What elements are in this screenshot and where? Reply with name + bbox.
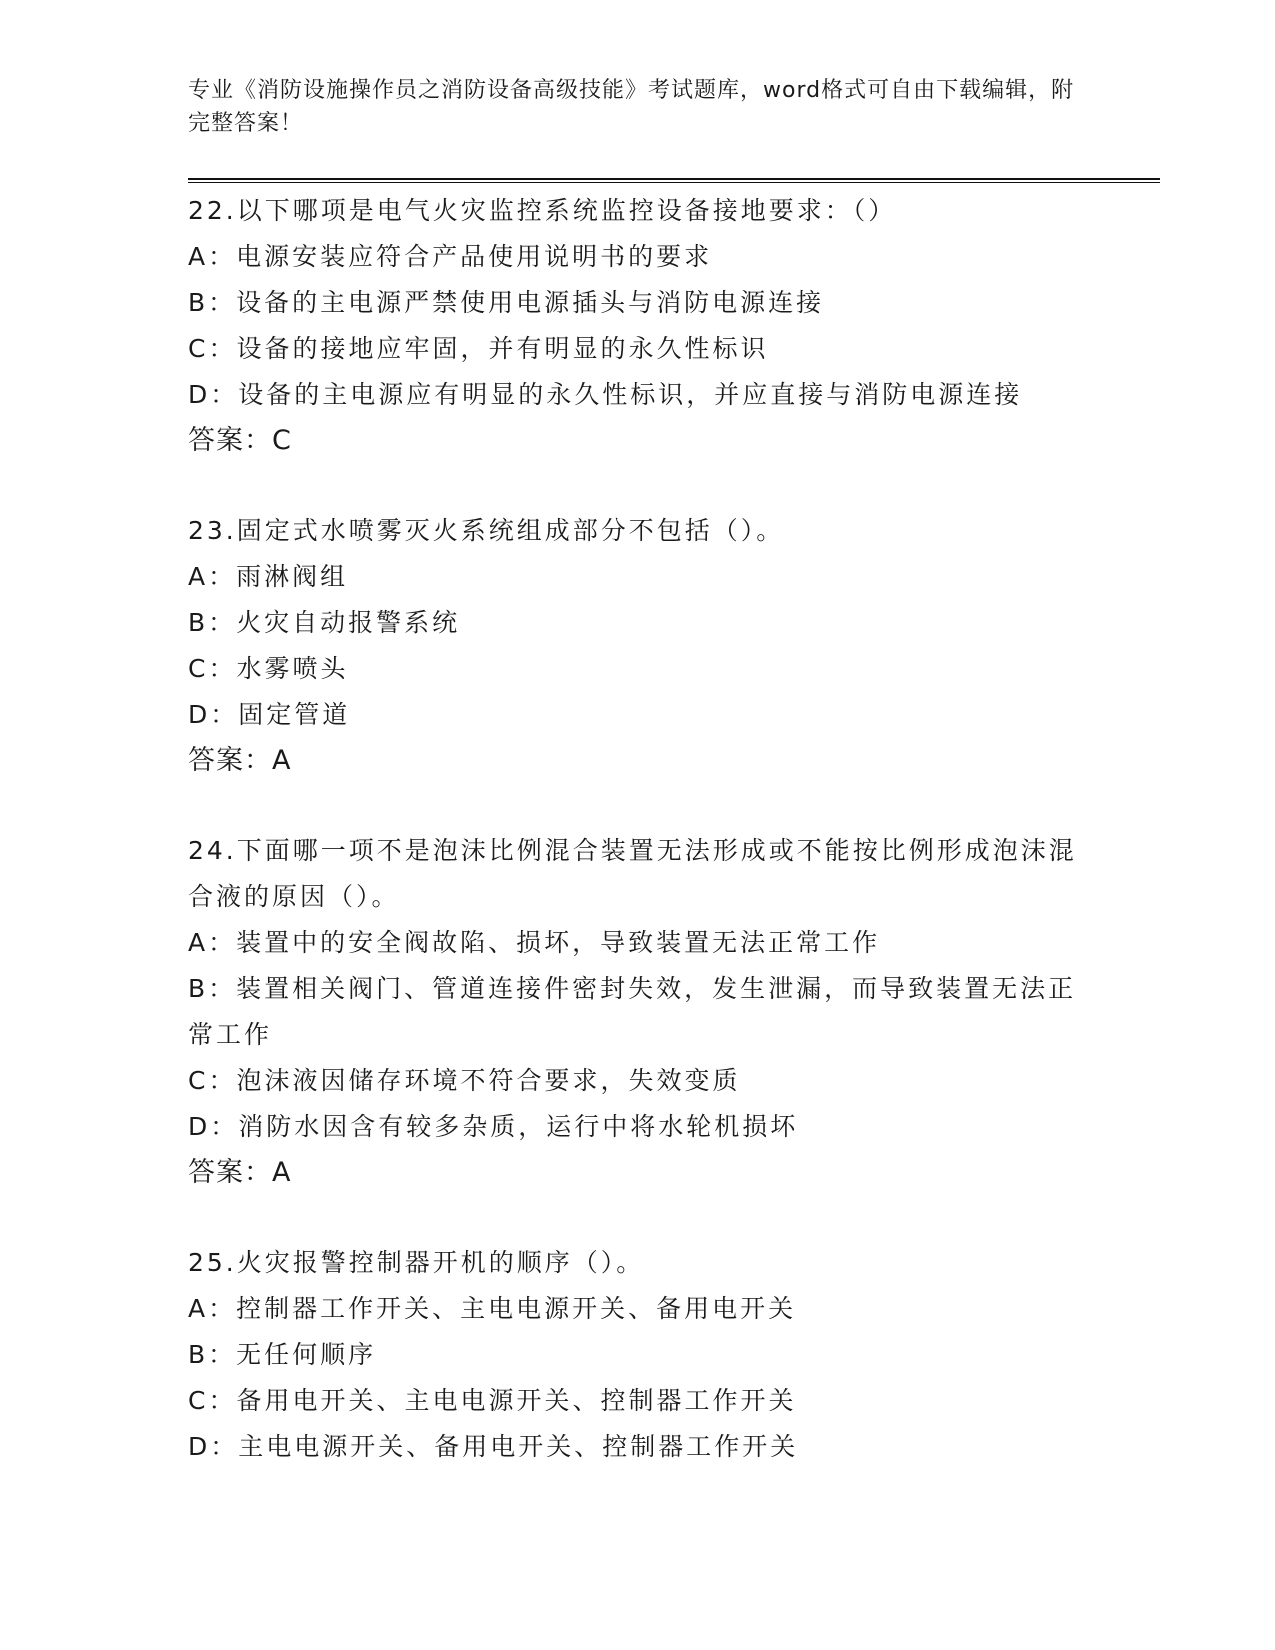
question-stem: 22.以下哪项是电气火灾监控系统监控设备接地要求：（） — [188, 196, 897, 225]
answer-label: 答案：A — [188, 745, 292, 776]
question-list — [188, 188, 1088, 1514]
document-header: 专业《消防设施操作员之消防设备高级技能》考试题库，word格式可自由下载编辑，附完整答案！ — [188, 78, 1075, 136]
question-stem: 25.火灾报警控制器开机的顺序（）。 — [188, 1248, 645, 1277]
header-divider — [188, 178, 1160, 183]
option-c: C：水雾喷头 — [188, 654, 349, 683]
question-22 — [188, 188, 1088, 464]
option-b: B：无任何顺序 — [188, 1340, 377, 1369]
option-b: B：设备的主电源严禁使用电源插头与消防电源连接 — [188, 288, 825, 317]
option-a: A：雨淋阀组 — [188, 562, 349, 591]
option-a: A：装置中的安全阀故陷、损坏，导致装置无法正常工作 — [188, 928, 881, 957]
question-stem: 24.下面哪一项不是泡沫比例混合装置无法形成或不能按比例形成泡沫混合液的原因（）。 — [188, 836, 1077, 911]
option-c: C：备用电开关、主电电源开关、控制器工作开关 — [188, 1386, 797, 1415]
option-a: A：控制器工作开关、主电电源开关、备用电开关 — [188, 1294, 797, 1323]
question-25 — [188, 1240, 1088, 1470]
option-c: C：设备的接地应牢固，并有明显的永久性标识 — [188, 334, 769, 363]
question-24 — [188, 828, 1088, 1196]
answer-label: 答案：A — [188, 1157, 292, 1188]
question-23 — [188, 508, 1088, 784]
answer-label: 答案：C — [188, 425, 292, 456]
option-d: D：固定管道 — [188, 700, 351, 729]
option-b: B：装置相关阀门、管道连接件密封失效，发生泄漏，而导致装置无法正常工作 — [188, 974, 1077, 1049]
option-d: D：设备的主电源应有明显的永久性标识，并应直接与消防电源连接 — [188, 380, 1023, 409]
option-c: C：泡沫液因储存环境不符合要求，失效变质 — [188, 1066, 741, 1095]
option-b: B：火灾自动报警系统 — [188, 608, 461, 637]
question-stem: 23.固定式水喷雾灭火系统组成部分不包括（）。 — [188, 516, 785, 545]
option-a: A：电源安装应符合产品使用说明书的要求 — [188, 242, 713, 271]
option-d: D：消防水因含有较多杂质，运行中将水轮机损坏 — [188, 1112, 799, 1141]
option-d: D：主电电源开关、备用电开关、控制器工作开关 — [188, 1432, 799, 1461]
